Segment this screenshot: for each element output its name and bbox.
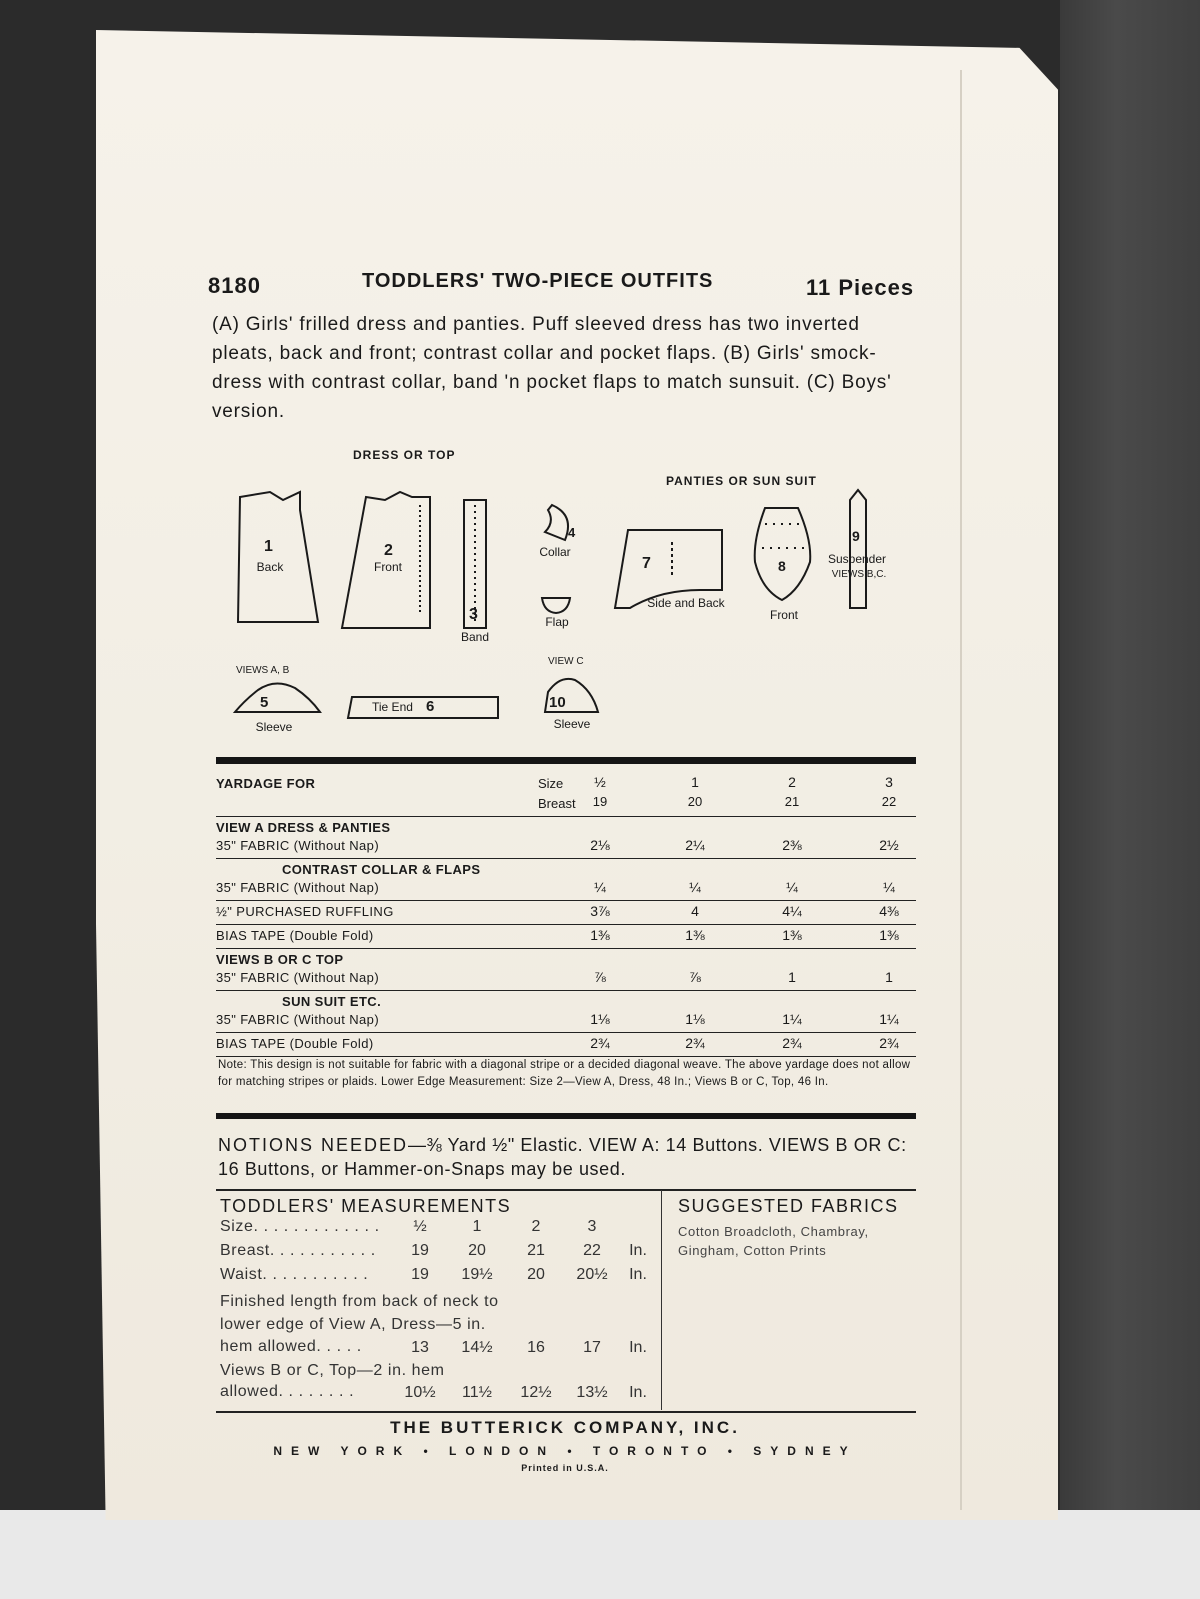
breast-header: 20	[687, 794, 703, 809]
piece-1-number: 1	[264, 538, 273, 555]
pattern-number: 8180	[208, 273, 261, 298]
pieces-count: 11 Pieces	[806, 275, 915, 300]
measurement-value: 20	[468, 1242, 486, 1259]
piece-4-label: Collar	[539, 545, 571, 559]
measurement-value: 19½	[461, 1266, 493, 1283]
suggested-text: Cotton Broadcloth, Chambray, Gingham, Cotton Prints	[678, 1224, 869, 1258]
measurement-value: 21	[527, 1242, 545, 1259]
table-rule	[216, 900, 916, 901]
yardage-value: 4⅜	[879, 903, 899, 919]
finished-length-line2: lower edge of View A, Dress—5 in.	[220, 1316, 486, 1333]
measurement-value: 2	[531, 1218, 541, 1235]
piece-tie-end-shape	[348, 697, 498, 718]
yardage-value: ¼	[786, 879, 798, 895]
yardage-value: ⅞	[689, 969, 701, 985]
measurement-value: 17	[583, 1339, 601, 1356]
yardage-row-label: 35" FABRIC (Without Nap)	[216, 1012, 380, 1027]
views-ab-label: VIEWS A, B	[236, 665, 290, 676]
table-rule	[216, 858, 916, 859]
breast-label: Breast	[538, 796, 576, 811]
table-bottom-rule	[216, 1113, 916, 1119]
yardage-value: 2¾	[782, 1035, 802, 1051]
measurement-unit: In.	[629, 1384, 647, 1401]
yardage-row-label: 35" FABRIC (Without Nap)	[216, 838, 380, 853]
yardage-note: Note: This design is not suitable for fabric with a diagonal stripe or a decided diagonal weave. The above yardage does not allow for matching stripes or plaids. Lower Edge Measurement: Size 2—View A, Dress, 48 In.; Views B or C, Top, 46 In.	[218, 1059, 911, 1088]
size-label: Size	[538, 776, 564, 791]
breast-header: 21	[784, 794, 800, 809]
company-name: THE BUTTERICK COMPANY, INC.	[390, 1418, 740, 1437]
yardage-value: 4¼	[782, 903, 802, 919]
yardage-value: 2¾	[685, 1035, 705, 1051]
company-cities: NEW YORK • LONDON • TORONTO • SYDNEY	[273, 1444, 857, 1458]
piece-flap-shape	[542, 598, 570, 613]
piece-1-label: Back	[256, 560, 284, 574]
yardage-row-label: BIAS TAPE (Double Fold)	[216, 1036, 374, 1051]
piece-2-number: 2	[384, 542, 393, 559]
yardage-value: 1⅛	[590, 1011, 610, 1027]
piece-2-label: Front	[373, 560, 402, 574]
piece-collar-shape	[545, 505, 568, 540]
yardage-value: ¼	[689, 879, 701, 895]
piece-9-label: Suspender	[827, 552, 887, 566]
yardage-value: 2⅛	[590, 837, 610, 853]
measurement-value: 1	[472, 1218, 482, 1235]
yardage-section: VIEW A DRESS & PANTIES	[216, 820, 391, 835]
yardage-section: SUN SUIT ETC.	[282, 994, 382, 1009]
notions-text: —⅜ Yard ½" Elastic. VIEW A: 14 Buttons. VIEWS B OR C: 16 Buttons, or Hammer-on-Snaps may be used.	[218, 1135, 907, 1179]
yardage-value: 1	[788, 969, 796, 985]
measurement-unit: In.	[629, 1242, 647, 1259]
piece-3-label: Band	[460, 630, 490, 644]
footer-rule	[216, 1411, 916, 1413]
piece-7-number: 7	[642, 555, 651, 572]
measurements-divider	[661, 1190, 662, 1410]
suggested-heading: SUGGESTED FABRICS	[678, 1196, 899, 1216]
notions-rule	[216, 1189, 916, 1191]
yardage-value: 1⅜	[590, 927, 610, 943]
dress-heading: DRESS OR TOP	[353, 448, 456, 462]
yardage-value: 2¾	[879, 1035, 899, 1051]
piece-6-number: 6	[426, 698, 435, 715]
yardage-section: CONTRAST COLLAR & FLAPS	[282, 862, 481, 877]
measurement-value: 19	[411, 1266, 429, 1283]
measurement-value: 16	[527, 1339, 545, 1356]
piece-8-label: Front	[769, 608, 798, 622]
measurement-value: 3	[587, 1218, 597, 1235]
measurement-value: 14½	[461, 1339, 493, 1356]
yardage-row-label: 35" FABRIC (Without Nap)	[216, 970, 380, 985]
breast-header: 22	[881, 794, 897, 809]
yardage-value: 1¼	[879, 1011, 899, 1027]
yardage-value: 1⅜	[879, 927, 899, 943]
yardage-value: 2¾	[590, 1035, 610, 1051]
yardage-value: 2⅜	[782, 837, 802, 853]
measurement-value: ½	[413, 1218, 427, 1235]
breast-header: 19	[592, 794, 608, 809]
measurement-value: 19	[411, 1242, 429, 1259]
table-top-rule	[216, 757, 916, 764]
piece-9-number: 9	[852, 528, 860, 544]
piece-flap-label: Flap	[545, 615, 569, 629]
yardage-value: 1⅜	[782, 927, 802, 943]
piece-panties-front-shape	[755, 508, 811, 600]
table-rule	[216, 990, 916, 991]
yardage-row-label: 35" FABRIC (Without Nap)	[216, 880, 380, 895]
yardage-value: 3⅞	[590, 903, 610, 919]
table-rule	[216, 924, 916, 925]
piece-back-shape	[238, 492, 318, 622]
panties-heading: PANTIES OR SUN SUIT	[666, 474, 817, 488]
views-bc-line: Views B or C, Top—2 in. hem	[220, 1362, 445, 1379]
measurement-label: Breast. . . . . . . . . . .	[220, 1242, 376, 1259]
table-rule	[216, 816, 916, 817]
piece-sleeve-shape	[235, 683, 320, 712]
yardage-heading: YARDAGE FOR	[216, 776, 316, 791]
yardage-value: 1	[885, 969, 893, 985]
size-header: 3	[885, 774, 893, 790]
yardage-value: 4	[691, 903, 699, 919]
yardage-section: VIEWS B OR C TOP	[216, 952, 344, 967]
measurement-unit: In.	[629, 1339, 647, 1356]
piece-7-label: Side and Back	[647, 596, 725, 610]
piece-10-label: Sleeve	[553, 717, 591, 731]
piece-suspender-shape	[850, 490, 866, 608]
view-c-label: VIEW C	[548, 656, 584, 667]
notions-heading: NOTIONS NEEDED	[218, 1135, 409, 1155]
measurement-label: Waist. . . . . . . . . . .	[220, 1266, 369, 1283]
pattern-description: (A) Girls' frilled dress and panties. Puff sleeved dress has two inverted pleats, back and front; contrast collar and pocket flaps. (B) Girls' smock-dress with contrast collar, band 'n pocket flaps to match sunsuit. (C) Boys' version.	[212, 314, 892, 422]
measurement-unit: In.	[629, 1266, 647, 1283]
piece-4-number: 4	[568, 525, 576, 540]
size-header: 1	[691, 774, 699, 790]
measurement-value: 13	[411, 1339, 429, 1356]
yardage-value: ¼	[883, 879, 895, 895]
pattern-title: TODDLERS' TWO-PIECE OUTFITS	[362, 270, 714, 292]
piece-5-number: 5	[260, 694, 269, 711]
measurements-heading: TODDLERS' MEASUREMENTS	[220, 1196, 512, 1216]
measurement-value: 13½	[576, 1384, 608, 1401]
size-header: 2	[788, 774, 796, 790]
measurement-value: 20	[527, 1266, 545, 1283]
yardage-value: 1¼	[782, 1011, 802, 1027]
measurement-value: 11½	[462, 1384, 492, 1401]
notions-block	[218, 1133, 918, 1181]
piece-3-number: 3	[469, 606, 478, 623]
piece-6-label: Tie End	[372, 700, 413, 714]
yardage-value: ¼	[594, 879, 606, 895]
piece-5-label: Sleeve	[255, 720, 293, 734]
finished-length-line1: Finished length from back of neck to	[220, 1293, 499, 1310]
table-rule	[216, 1032, 916, 1033]
yardage-value: 2½	[879, 837, 899, 853]
yardage-value: 1⅜	[685, 927, 705, 943]
piece-10-number: 10	[549, 694, 566, 711]
hem-a-label: hem allowed. . . . .	[220, 1338, 362, 1355]
yardage-row-label: ½" PURCHASED RUFFLING	[216, 904, 394, 919]
size-header: ½	[594, 774, 606, 790]
measurement-value: 12½	[520, 1384, 552, 1401]
yardage-value: ⅞	[594, 969, 606, 985]
table-rule	[216, 948, 916, 949]
suspender-views: VIEWS B,C.	[831, 569, 887, 580]
yardage-value: 1⅛	[685, 1011, 705, 1027]
printed-in: Printed in U.S.A.	[521, 1463, 609, 1473]
measurement-value: 22	[583, 1242, 601, 1259]
measurement-value: 20½	[576, 1266, 608, 1283]
measurement-value: 10½	[404, 1384, 436, 1401]
yardage-value: 2¼	[685, 837, 705, 853]
hem-bc-label: allowed. . . . . . . .	[220, 1383, 355, 1400]
yardage-row-label: BIAS TAPE (Double Fold)	[216, 928, 374, 943]
measurement-label: Size. . . . . . . . . . . . .	[220, 1218, 380, 1235]
piece-8-number: 8	[778, 558, 786, 574]
